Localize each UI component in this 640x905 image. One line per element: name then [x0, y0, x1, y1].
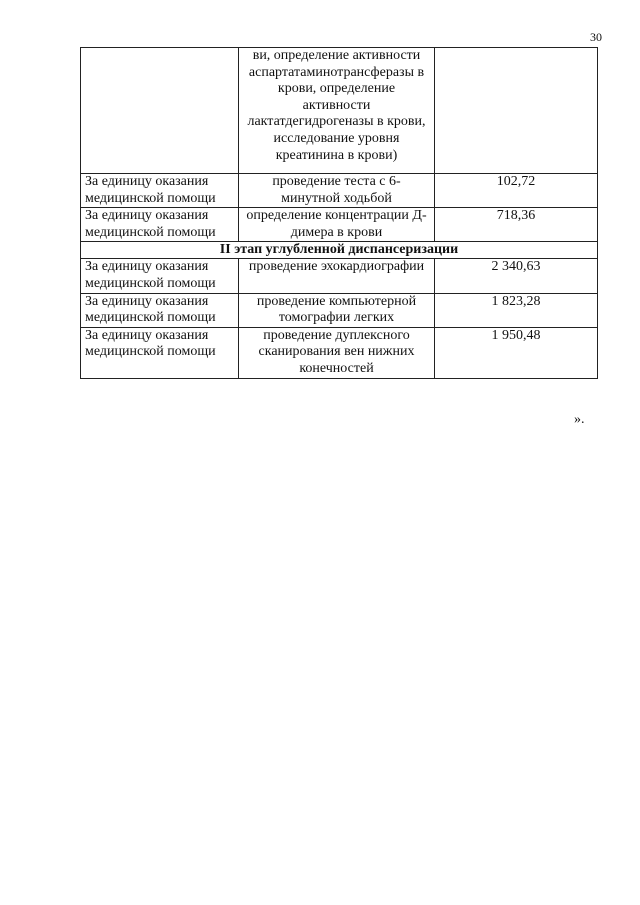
unit-cell: За единицу оказания медицинской помощи — [81, 208, 239, 242]
stage-header-row — [81, 242, 598, 259]
table-row — [81, 327, 598, 378]
service-cell: проведение эхокардиографии — [239, 259, 435, 293]
unit-cell: За единицу оказания медицинской помощи — [81, 174, 239, 208]
table-row — [81, 259, 598, 293]
price-cell — [435, 48, 598, 174]
tariff-table — [80, 47, 598, 379]
service-cell: проведение компьютерной томографии легких — [239, 293, 435, 327]
table-row-continued — [81, 48, 598, 174]
unit-cell: За единицу оказания медицинской помощи — [81, 293, 239, 327]
service-text: ви, определение активности аспартатаминотрансферазы в крови, определение активности лактатдегидрогеназы в крови, исследование уровня креатинина в крови) — [247, 48, 426, 163]
table-row — [81, 174, 598, 208]
price-cell: 102,72 — [435, 174, 598, 208]
price-cell: 2 340,63 — [435, 259, 598, 293]
service-cell: определение концентрации Д-димера в крови — [239, 208, 435, 242]
table-row — [81, 293, 598, 327]
table-row — [81, 208, 598, 242]
closing-quote: ». — [574, 412, 585, 427]
page-number: 30 — [590, 30, 602, 44]
service-cell: проведение дуплексного сканирования вен нижних конечностей — [239, 327, 435, 378]
service-cell — [239, 48, 435, 174]
price-cell: 1 950,48 — [435, 327, 598, 378]
service-cell: проведение теста с 6-минутной ходьбой — [239, 174, 435, 208]
unit-cell — [81, 48, 239, 174]
stage-title: II этап углубленной диспансеризации — [81, 242, 598, 259]
unit-cell: За единицу оказания медицинской помощи — [81, 327, 239, 378]
unit-cell: За единицу оказания медицинской помощи — [81, 259, 239, 293]
price-cell: 718,36 — [435, 208, 598, 242]
price-cell: 1 823,28 — [435, 293, 598, 327]
